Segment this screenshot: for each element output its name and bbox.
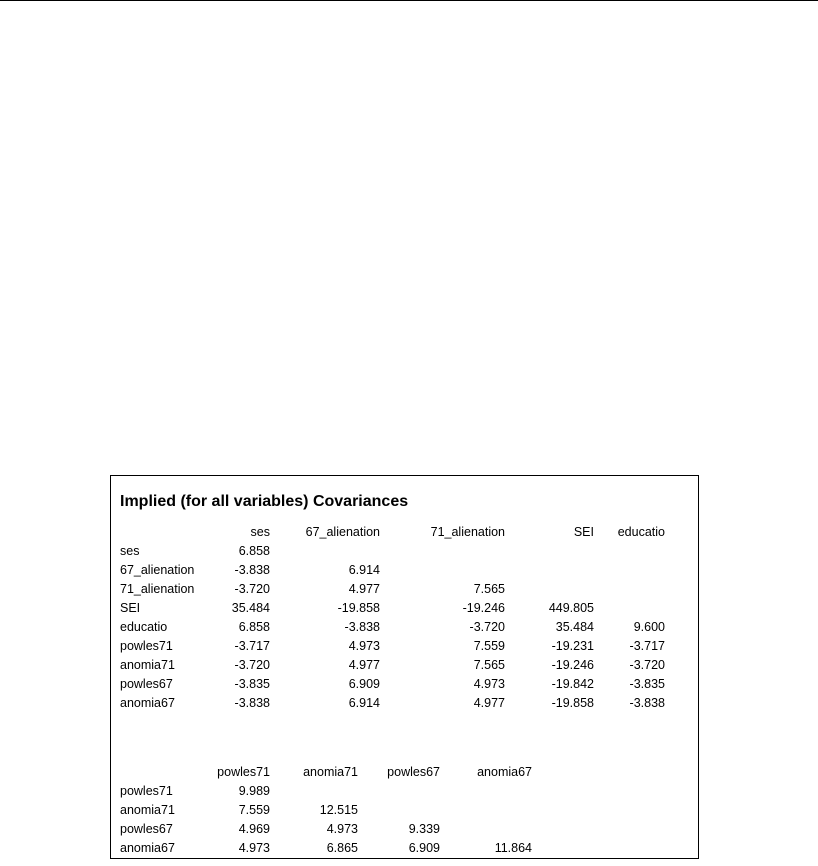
cell-value [594,599,665,618]
cell-value: 4.973 [326,822,358,836]
cell-value: -19.246 [551,658,594,672]
column-header: educatio [617,525,665,539]
cell-value [594,542,665,561]
row-label: educatio [120,620,168,634]
row-label: ses [120,544,140,558]
covariance-output-panel [110,475,699,859]
cell-value: 4.973 [238,841,270,855]
cell-value: 7.559 [238,803,270,817]
cell-value: 9.600 [633,620,665,634]
cell-value [380,542,505,561]
cell-value [358,782,440,801]
table-row [120,694,665,713]
cell-value: 7.565 [473,582,505,596]
cell-value: -19.246 [462,601,505,615]
row-label: powles71 [120,639,173,653]
table-row [120,782,532,801]
table-row [120,839,532,858]
cell-value: 6.865 [326,841,358,855]
table-row [120,820,532,839]
row-label: 67_alienation [120,563,195,577]
table-row [120,618,665,637]
cell-value [270,542,380,561]
panel-title: Implied (for all variables) Covariances [120,493,409,510]
cell-value: 7.559 [473,639,505,653]
table-row [120,561,665,580]
cell-value: -3.838 [629,696,665,710]
corner-cell [120,763,210,782]
cell-value: 6.858 [238,544,270,558]
covariance-table-2 [120,763,532,858]
cell-value: 7.565 [473,658,505,672]
table-row [120,580,665,599]
row-label: anomia71 [120,658,175,672]
cell-value: -19.858 [551,696,594,710]
cell-value [594,580,665,599]
table-row [120,656,665,675]
row-label: powles71 [120,784,173,798]
cell-value: -3.720 [234,582,270,596]
cell-value: 4.973 [473,677,505,691]
table-row [120,599,665,618]
cell-value: 6.914 [348,696,380,710]
column-header: anomia71 [303,765,358,779]
row-label: anomia67 [120,696,175,710]
cell-value [440,801,532,820]
table-row [120,542,665,561]
cell-value: -19.858 [337,601,380,615]
cell-value: -3.835 [629,677,665,691]
cell-value: 9.989 [238,784,270,798]
row-label: powles67 [120,822,173,836]
column-header: 71_alienation [430,525,505,539]
cell-value: -3.835 [234,677,270,691]
cell-value: 4.977 [348,658,380,672]
cell-value: 35.484 [231,601,270,615]
cell-value: 6.909 [408,841,440,855]
cell-value: 6.909 [348,677,380,691]
column-header: ses [250,525,270,539]
cell-value: 12.515 [319,803,358,817]
covariance-table-1 [120,523,665,713]
row-label: anomia71 [120,803,175,817]
cell-value: -3.720 [469,620,505,634]
cell-value: 4.977 [473,696,505,710]
cell-value: 4.977 [348,582,380,596]
cell-value: -3.720 [629,658,665,672]
cell-value [440,820,532,839]
cell-value: 4.969 [238,822,270,836]
table-row [120,801,532,820]
cell-value: 449.805 [548,601,594,615]
cell-value: 6.858 [238,620,270,634]
cell-value: -19.231 [551,639,594,653]
cell-value [270,782,358,801]
row-label: anomia67 [120,841,175,855]
table-header-row [120,763,532,782]
cell-value: -3.717 [629,639,665,653]
cell-value: -3.717 [234,639,270,653]
table-row [120,637,665,656]
column-header: powles71 [217,765,270,779]
cell-value: -3.720 [234,658,270,672]
row-label: 71_alienation [120,582,195,596]
cell-value [505,542,594,561]
cell-value: 4.973 [348,639,380,653]
cell-value: 6.914 [348,563,380,577]
cell-value [505,561,594,580]
cell-value [380,561,505,580]
cell-value: 35.484 [555,620,594,634]
corner-cell [120,523,209,542]
row-label: powles67 [120,677,173,691]
column-header: 67_alienation [305,525,380,539]
column-header: powles67 [387,765,440,779]
column-header: SEI [573,525,594,539]
row-label: SEI [120,601,141,615]
top-rule [0,0,818,1]
cell-value: 9.339 [408,822,440,836]
cell-value [440,782,532,801]
table-row [120,675,665,694]
table-header-row [120,523,665,542]
cell-value [358,801,440,820]
cell-value: -3.838 [344,620,380,634]
cell-value: -3.838 [234,696,270,710]
cell-value [505,580,594,599]
column-header: anomia67 [477,765,532,779]
cell-value: -3.838 [234,563,270,577]
cell-value: -19.842 [551,677,594,691]
cell-value: 11.864 [494,841,532,855]
cell-value [594,561,665,580]
